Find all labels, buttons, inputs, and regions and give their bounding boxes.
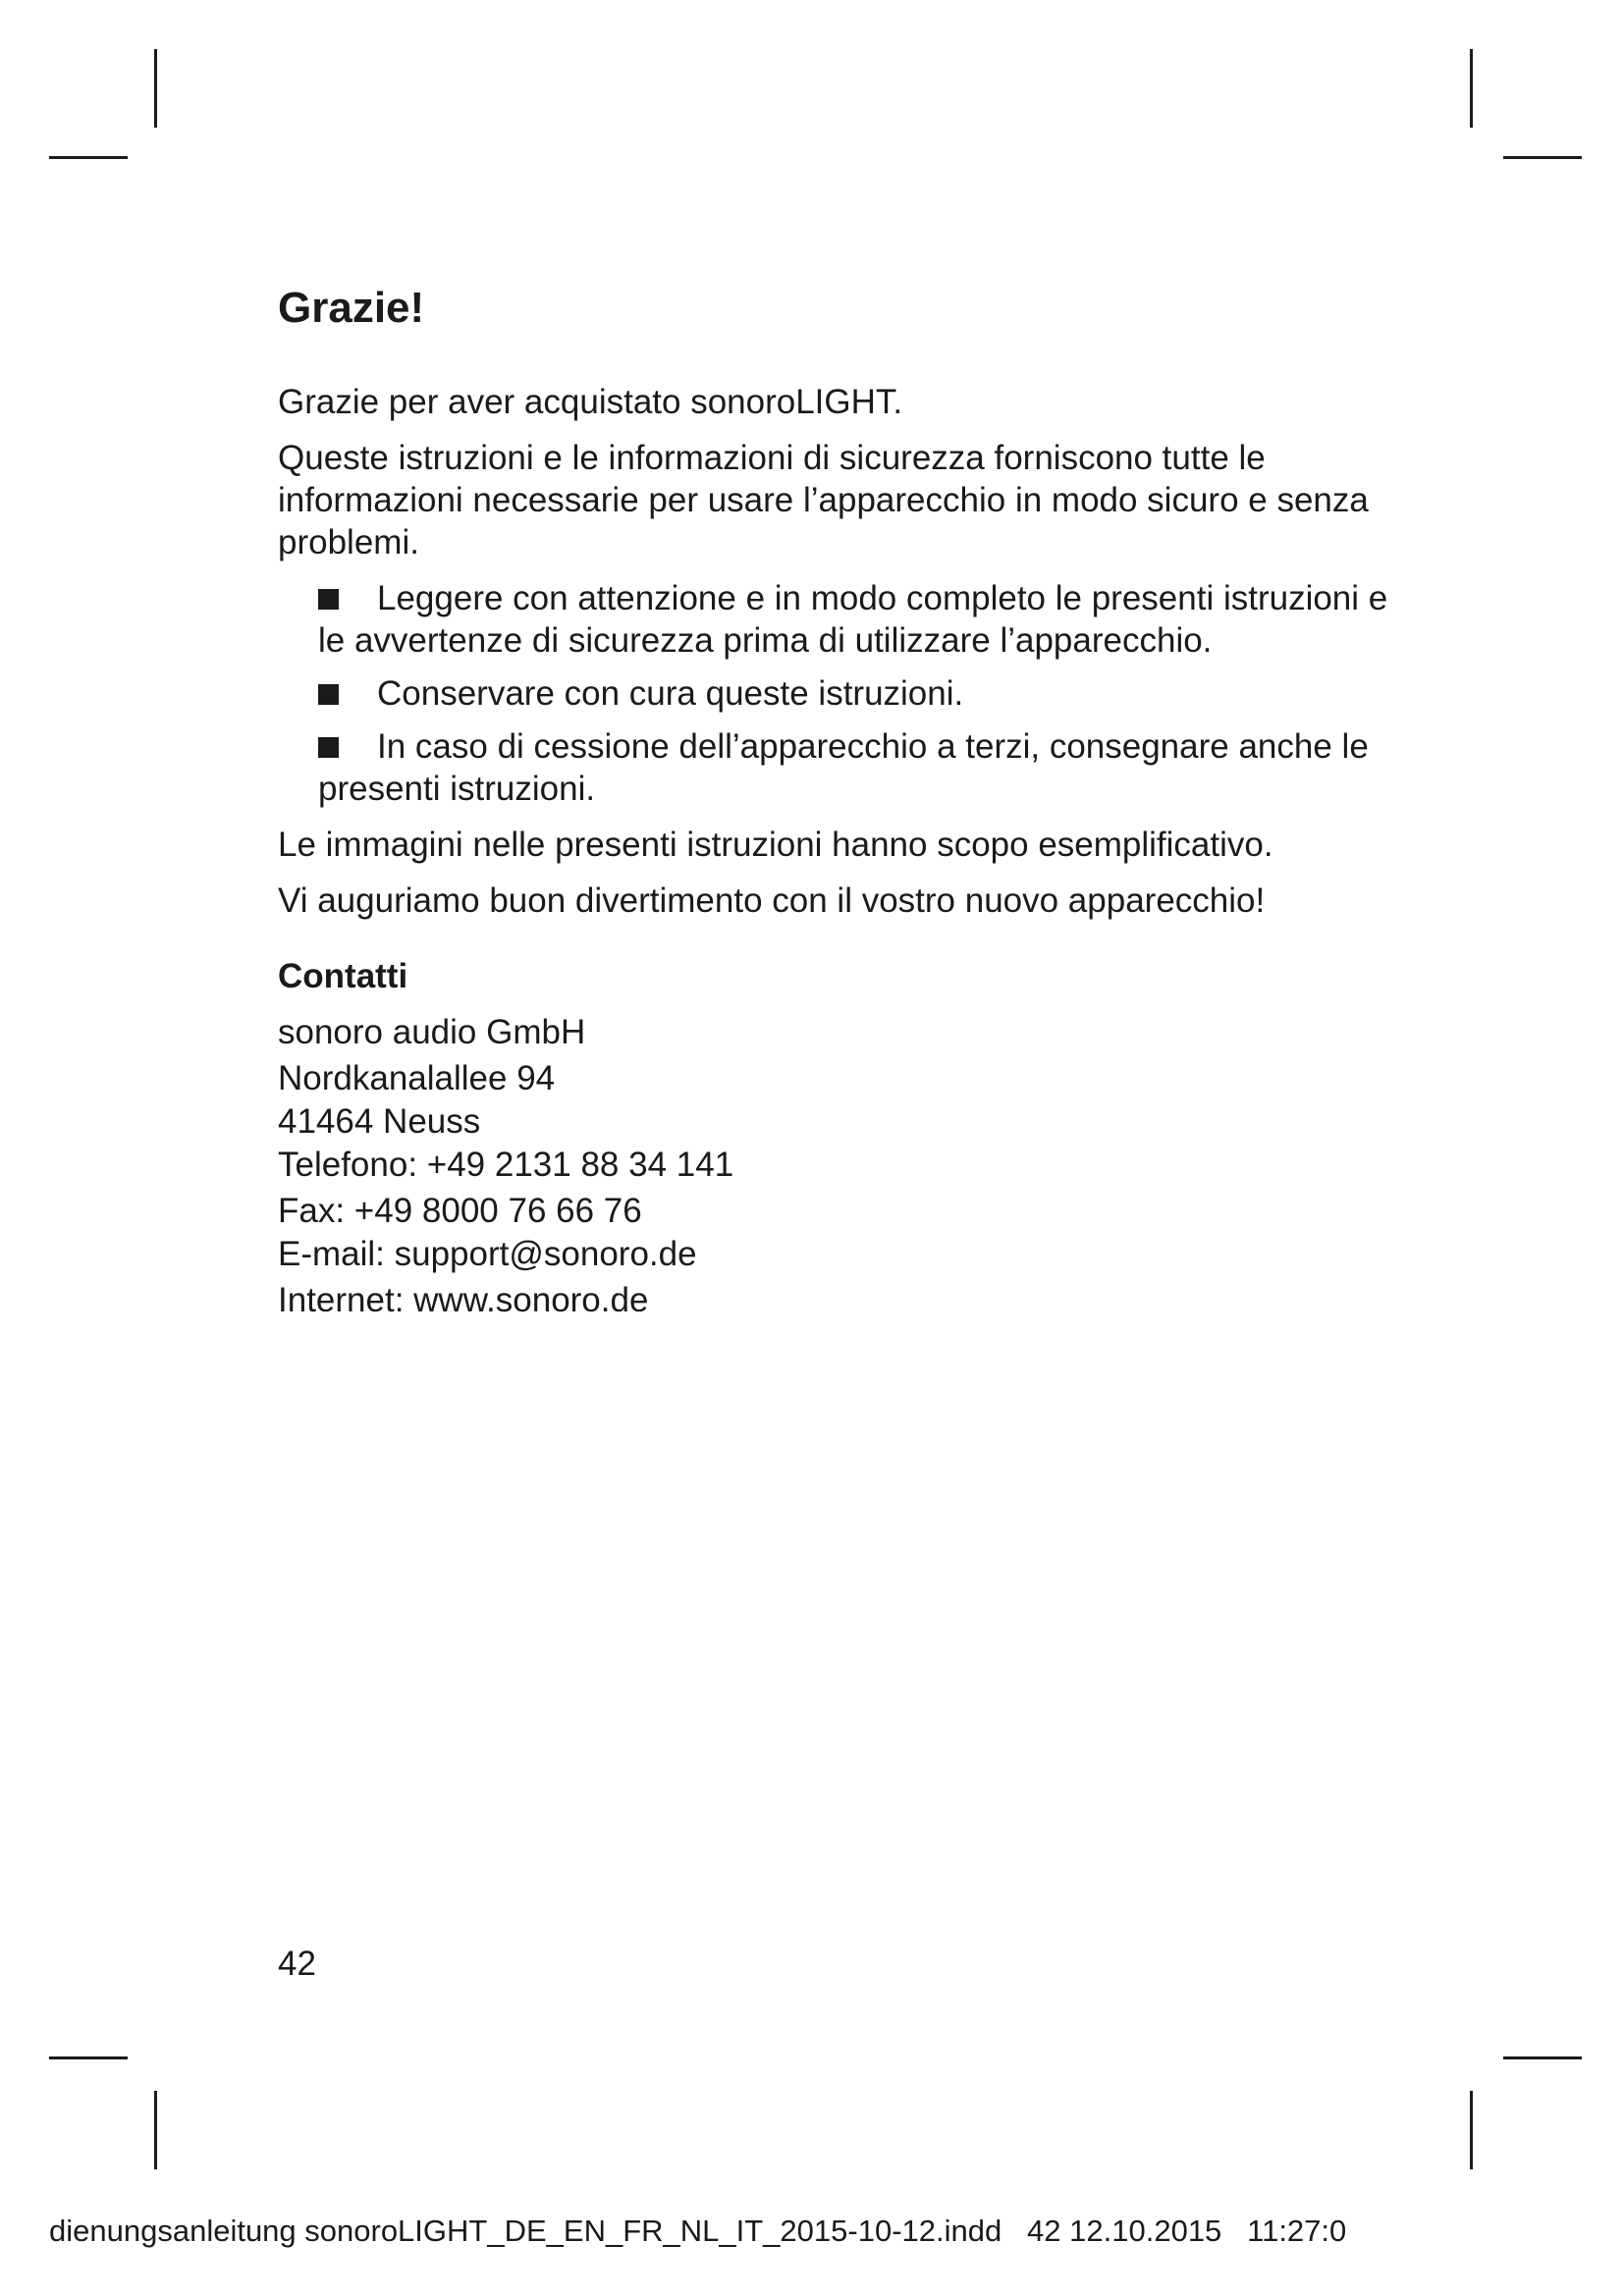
crop-mark-top-left-vertical (154, 49, 157, 128)
crop-mark-bottom-right-vertical (1470, 2091, 1473, 2169)
list-item-text: Conservare con cura queste istruzioni. (377, 674, 964, 714)
page-title: Grazie! (278, 284, 425, 332)
square-bullet-icon (318, 684, 339, 705)
closing-paragraph: Vi auguriamo buon divertimento con il vostro nuovo apparecchio! (278, 881, 1266, 921)
closing-paragraph: Le immagini nelle presenti istruzioni hanno scopo esemplificativo. (278, 826, 1273, 865)
contact-email: E-mail: support@sonoro.de (278, 1235, 697, 1274)
list-item (318, 577, 1397, 662)
contact-street: Nordkanalallee 94 (278, 1059, 556, 1098)
square-bullet-icon (318, 589, 339, 610)
intro-paragraph: Queste istruzioni e le informazioni di sicurezza forniscono tutte le informazioni necessarie per usare l’apparecchio in modo sicuro e senza problemi. (278, 439, 1369, 562)
crop-mark-bottom-right-horizontal (1503, 2056, 1582, 2059)
crop-mark-bottom-left-vertical (154, 2091, 157, 2169)
crop-mark-top-right-vertical (1470, 49, 1473, 128)
list-item (318, 672, 1397, 715)
contact-phone: Telefono: +49 2131 88 34 141 (278, 1146, 734, 1185)
print-slug: dienungsanleitung sonoroLIGHT_DE_EN_FR_NL_IT_2015-10-12.indd 42 12.10.2015 11:27:0 (49, 2214, 1347, 2248)
contact-internet: Internet: www.sonoro.de (278, 1281, 649, 1320)
instruction-list (278, 577, 1397, 810)
intro-paragraph: Grazie per aver acquistato sonoroLIGHT. (278, 383, 903, 422)
page-number: 42 (278, 1945, 316, 1983)
contacts-heading: Contatti (278, 957, 408, 996)
crop-mark-top-left-horizontal (49, 156, 128, 159)
crop-mark-top-right-horizontal (1503, 156, 1582, 159)
list-item-text: Leggere con attenzione e in modo completo le presenti istruzioni e le avvertenze di sicurezza prima di utilizzare l’apparecchio. (318, 579, 1388, 661)
page-content (278, 285, 1397, 1322)
contact-city: 41464 Neuss (278, 1102, 481, 1142)
contact-company: sonoro audio GmbH (278, 1013, 586, 1052)
square-bullet-icon (318, 737, 339, 758)
list-item-text: In caso di cessione dell’apparecchio a terzi, consegnare anche le presenti istruzioni. (318, 727, 1369, 809)
crop-mark-bottom-left-horizontal (49, 2056, 128, 2059)
list-item (318, 725, 1397, 810)
contact-fax: Fax: +49 8000 76 66 76 (278, 1192, 642, 1231)
